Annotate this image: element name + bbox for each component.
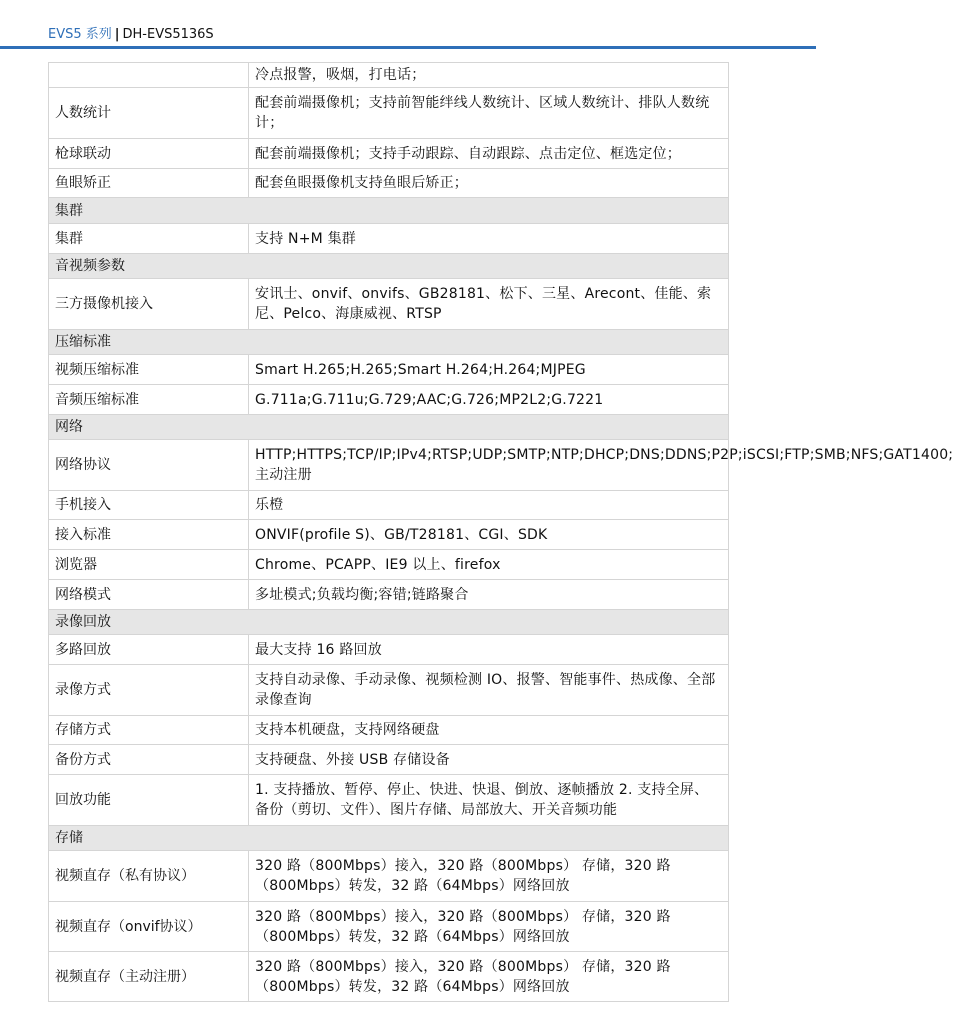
- spec-row: [49, 63, 729, 88]
- spec-value: 配套鱼眼摄像机支持鱼眼后矫正；: [249, 169, 729, 198]
- spec-value: Smart H.265;H.265;Smart H.264;H.264;MJPEG: [249, 355, 729, 385]
- spec-row: [49, 385, 729, 415]
- spec-row: [49, 279, 729, 330]
- spec-label: 网络模式: [49, 580, 249, 610]
- section-row: [49, 330, 729, 355]
- spec-row: [49, 580, 729, 610]
- spec-row: [49, 355, 729, 385]
- spec-value: G.711a;G.711u;G.729;AAC;G.726;MP2L2;G.7221: [249, 385, 729, 415]
- spec-value: HTTP;HTTPS;TCP/IP;IPv4;RTSP;UDP;SMTP;NTP;DHCP;DNS;DDNS;P2P;iSCSI;FTP;SMB;NFS;GAT1400;主动注册: [249, 440, 729, 491]
- section-title: 录像回放: [49, 610, 729, 635]
- spec-row: [49, 665, 729, 716]
- section-title: 压缩标准: [49, 330, 729, 355]
- spec-label: 网络协议: [49, 440, 249, 491]
- spec-value: 支持硬盘、外接 USB 存储设备: [249, 745, 729, 775]
- section-row: [49, 610, 729, 635]
- spec-row: [49, 491, 729, 520]
- page-header: [0, 0, 816, 50]
- spec-label: 鱼眼矫正: [49, 169, 249, 198]
- spec-label: 手机接入: [49, 491, 249, 520]
- spec-row: [49, 88, 729, 139]
- spec-row: [49, 851, 729, 902]
- spec-label: 视频直存（主动注册）: [49, 952, 249, 1002]
- spec-value: 最大支持 16 路回放: [249, 635, 729, 665]
- spec-row: [49, 635, 729, 665]
- header-rule: [0, 46, 816, 49]
- spec-value: 安讯士、onvif、onvifs、GB28181、松下、三星、Arecont、佳能、索尼、Pelco、海康威视、RTSP: [249, 279, 729, 330]
- spec-label: 多路回放: [49, 635, 249, 665]
- spec-value: 配套前端摄像机；支持手动跟踪、自动跟踪、点击定位、框选定位；: [249, 139, 729, 169]
- spec-label: 三方摄像机接入: [49, 279, 249, 330]
- spec-label: 浏览器: [49, 550, 249, 580]
- spec-value: Chrome、PCAPP、IE9 以上、firefox: [249, 550, 729, 580]
- spec-label: 存储方式: [49, 716, 249, 745]
- spec-value: 1. 支持播放、暂停、停止、快进、快退、倒放、逐帧播放 2. 支持全屏、备份（剪切、文件）、图片存储、局部放大、开关音频功能: [249, 775, 729, 826]
- section-title: 存储: [49, 826, 729, 851]
- spec-label: 人数统计: [49, 88, 249, 139]
- section-title: 网络: [49, 415, 729, 440]
- spec-value: 配套前端摄像机；支持前智能绊线人数统计、区域人数统计、排队人数统计；: [249, 88, 729, 139]
- spec-row: [49, 139, 729, 169]
- spec-label: 接入标准: [49, 520, 249, 550]
- section-title: 集群: [49, 198, 729, 224]
- spec-row: [49, 224, 729, 254]
- spec-label: 回放功能: [49, 775, 249, 826]
- spec-row: [49, 716, 729, 745]
- section-title: 音视频参数: [49, 254, 729, 279]
- spec-label: 录像方式: [49, 665, 249, 716]
- header-title: [48, 26, 214, 44]
- spec-value: 320 路（800Mbps）接入，320 路（800Mbps） 存储，320 路（800Mbps）转发，32 路（64Mbps）网络回放: [249, 902, 729, 952]
- spec-label: 视频直存（私有协议）: [49, 851, 249, 902]
- spec-label: 备份方式: [49, 745, 249, 775]
- spec-value: 320 路（800Mbps）接入，320 路（800Mbps） 存储，320 路（800Mbps）转发，32 路（64Mbps）网络回放: [249, 851, 729, 902]
- spec-row: [49, 902, 729, 952]
- section-row: [49, 254, 729, 279]
- product-model: DH-EVS5136S: [122, 27, 214, 42]
- spec-table-body: [49, 63, 953, 1002]
- spec-value: ONVIF(profile S)、GB/T28181、CGI、SDK: [249, 520, 729, 550]
- spec-value: 支持本机硬盘，支持网络硬盘: [249, 716, 729, 745]
- spec-value: 乐橙: [249, 491, 729, 520]
- spec-row: [49, 952, 729, 1002]
- spec-row: [49, 169, 729, 198]
- header-separator: |: [114, 27, 120, 42]
- spec-label: 音频压缩标准: [49, 385, 249, 415]
- section-row: [49, 826, 729, 851]
- spec-row: [49, 440, 729, 491]
- spec-row: [49, 520, 729, 550]
- spec-row: [49, 550, 729, 580]
- spec-label: 集群: [49, 224, 249, 254]
- spec-row: [49, 775, 729, 826]
- section-row: [49, 198, 729, 224]
- spec-value: 多址模式;负载均衡;容错;链路聚合: [249, 580, 729, 610]
- spec-row: [49, 745, 729, 775]
- spec-label: 枪球联动: [49, 139, 249, 169]
- section-row: [49, 415, 729, 440]
- spec-label: [49, 63, 249, 88]
- spec-table: [48, 62, 953, 1002]
- product-series: EVS5 系列: [48, 27, 112, 42]
- spec-value: 支持自动录像、手动录像、视频检测 IO、报警、智能事件、热成像、全部录像查询: [249, 665, 729, 716]
- spec-label: 视频直存（onvif协议）: [49, 902, 249, 952]
- spec-value: 支持 N+M 集群: [249, 224, 729, 254]
- spec-value: 320 路（800Mbps）接入，320 路（800Mbps） 存储，320 路（800Mbps）转发，32 路（64Mbps）网络回放: [249, 952, 729, 1002]
- spec-value: 冷点报警，吸烟，打电话；: [249, 63, 729, 88]
- spec-label: 视频压缩标准: [49, 355, 249, 385]
